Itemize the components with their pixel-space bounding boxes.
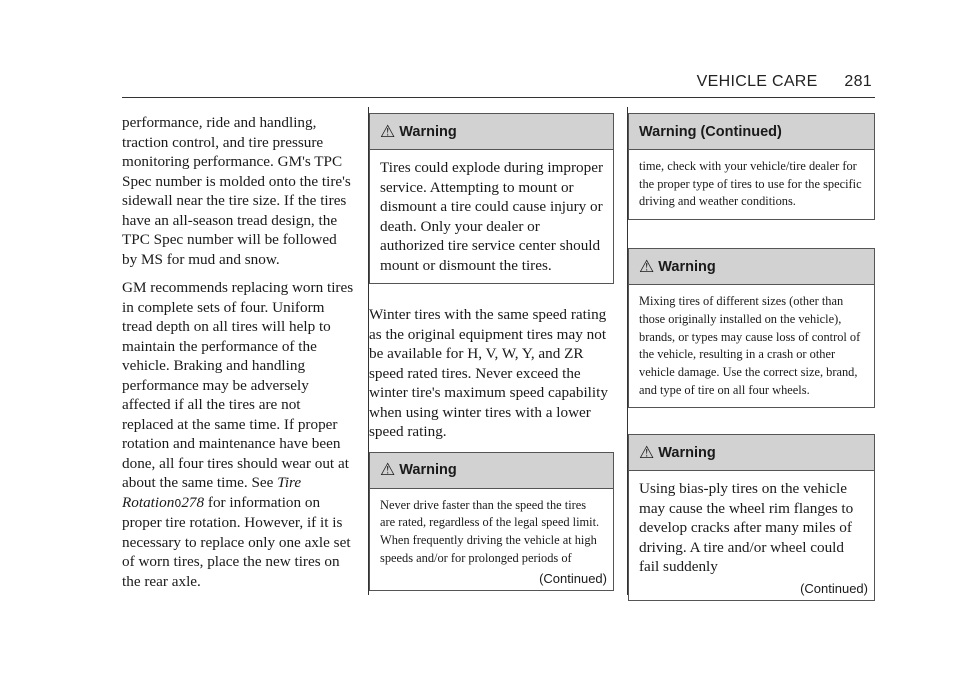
paragraph-winter-tires: Winter tires with the same speed rating as the original equipment tires may not be available for H, V, W, Y, and ZR speed rated tires. Never exceed the winter tire's maximum speed capability when using winter tires with a lower speed rating. <box>369 306 608 440</box>
warning-header <box>629 435 874 471</box>
warning-triangle-icon: ⚠ <box>380 460 396 480</box>
continued-label: (Continued) <box>800 580 868 596</box>
warning-text: Mixing tires of different sizes (other than those originally installed on the vehicle), brands, or types may cause loss of control of the vehicle, resulting in a crash or other vehicle damage. Use the correct size, brand, and type of tire on all four wheels. <box>639 294 861 397</box>
warning-box-mixing <box>628 248 875 408</box>
warning-title: Warning <box>658 444 716 461</box>
warning-text: time, check with your vehicle/tire dealer for the proper type of tires to use for the specific driving and weather conditions. <box>639 159 862 209</box>
warning-header <box>629 114 874 150</box>
paragraph-replacing-tires <box>122 278 354 591</box>
warning-box-continued <box>628 113 875 220</box>
warning-text: Never drive faster than the speed the tires are rated, regardless of the legal speed limit. When frequently driving the vehicle at high speeds and/or for prolonged periods of <box>380 497 600 565</box>
paragraph-text: GM recommends replacing worn tires in complete sets of four. Uniform tread depth on all tires will help to maintain the performance of the vehicle. Braking and handling performance may be adversely affected if all the tires are not replaced at the same time. If proper rotation and maintenance have been done, all four tires should wear out at about the same time. See <box>122 279 354 491</box>
column-2 <box>369 113 614 591</box>
page-ref-number[interactable]: 278 <box>181 493 205 511</box>
warning-box-bias-ply <box>628 434 875 601</box>
page-header <box>697 73 872 91</box>
header-rule <box>122 97 875 98</box>
paragraph-tpc-spec: performance, ride and handling, traction control, and tire pressure monitoring performance. GM's TPC Spec number is molded onto the tire's sidewall near the tire size. If the tires have an all-season tread design, the TPC Spec number will be followed by MS for mud and snow. <box>122 114 351 268</box>
continued-label: (Continued) <box>539 571 607 587</box>
column-1 <box>122 113 354 600</box>
warning-title: Warning <box>658 258 716 275</box>
section-title: VEHICLE CARE <box>696 73 818 90</box>
column-3 <box>628 113 875 601</box>
tire-rotation-link[interactable]: Tire Rotation <box>122 474 302 511</box>
warning-header <box>370 453 613 489</box>
warning-title: Warning <box>399 462 457 478</box>
warning-triangle-icon: ⚠ <box>639 442 655 463</box>
warning-text: Using bias-ply tires on the vehicle may cause the wheel rim flanges to develop cracks after many miles of driving. A tire and/or wheel could fail suddenly <box>639 480 854 576</box>
warning-title: Warning (Continued) <box>639 123 782 140</box>
paragraph-text: for information on proper tire rotation. However, if it is necessary to replace only one axle set of worn tires, place the new tires on the rear axle. <box>122 493 351 590</box>
warning-box-speed <box>369 452 614 592</box>
warning-triangle-icon: ⚠ <box>639 256 655 277</box>
warning-box-explode <box>369 113 614 284</box>
page-ref-arrow-icon: 0 <box>174 496 182 510</box>
warning-header <box>629 249 874 285</box>
warning-title: Warning <box>399 123 457 140</box>
warning-triangle-icon: ⚠ <box>380 121 396 142</box>
page-number: 281 <box>844 73 872 90</box>
warning-header <box>370 114 613 150</box>
warning-text: Tires could explode during improper service. Attempting to mount or dismount a tire could cause injury or death. Only your dealer or authorized tire service center should mount or dismount the tires. <box>380 159 603 274</box>
